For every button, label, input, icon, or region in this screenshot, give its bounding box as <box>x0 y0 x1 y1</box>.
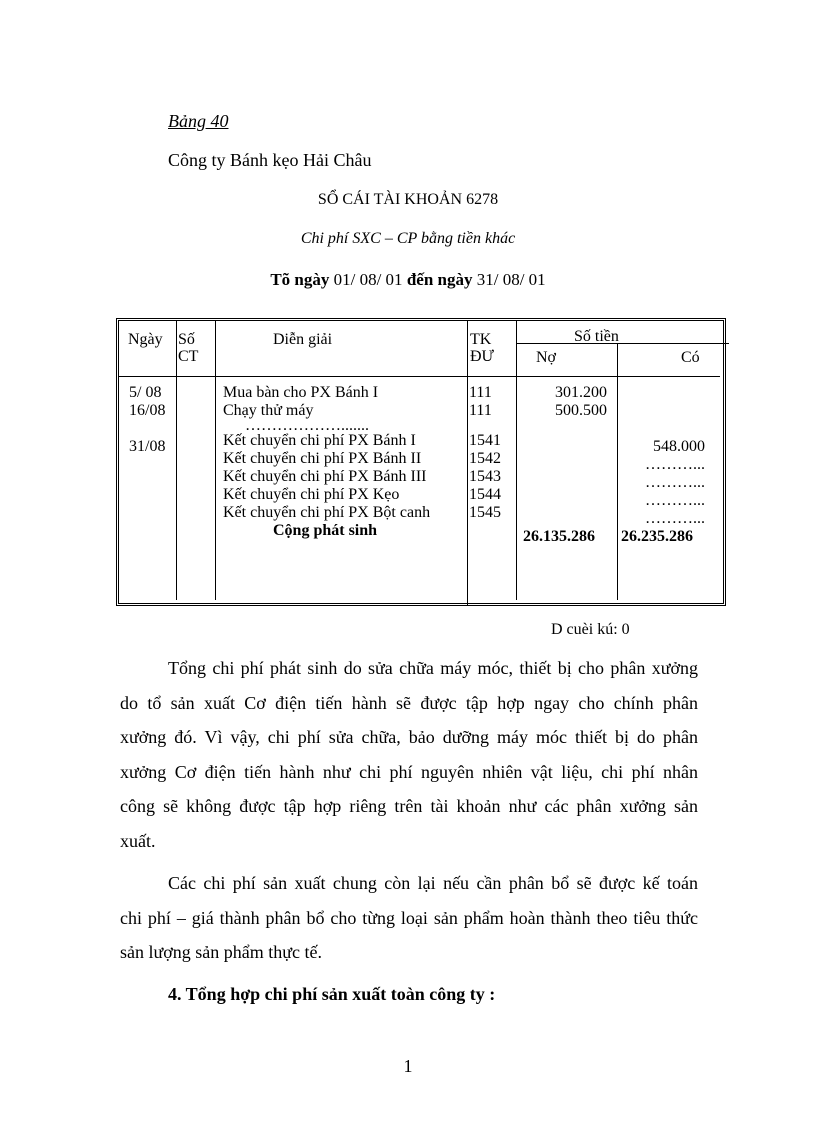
entry-credit: ………... <box>645 492 705 509</box>
ledger-period <box>0 271 816 288</box>
header-date: Ngày <box>128 331 163 348</box>
ledger-table <box>116 318 726 606</box>
period-to-label: đến ngày <box>406 270 473 289</box>
entry-account: 1545 <box>469 504 501 521</box>
total-credit: 26.235.286 <box>621 528 693 545</box>
entry-credit: ………... <box>645 474 705 491</box>
debit-column <box>519 384 607 420</box>
account-column <box>469 384 501 522</box>
header-doc: CT <box>178 348 199 365</box>
paragraph-1 <box>120 651 698 858</box>
col-divider <box>467 321 468 606</box>
entry-account: 1544 <box>469 486 501 503</box>
entry-account: 1541 <box>469 432 501 449</box>
ledger-subtitle: Chi phí SXC – CP bằng tiền khác <box>300 230 516 247</box>
entry-description: ………………....... <box>245 417 369 434</box>
spacer <box>129 420 165 438</box>
entry-debit: 500.500 <box>555 402 607 419</box>
entry-description: Mua bàn cho PX Bánh I <box>223 384 379 401</box>
section-heading: 4. Tổng hợp chi phí sản xuất toàn công ty : <box>168 984 496 1004</box>
col-divider <box>215 321 216 600</box>
period-to: 31/ 08/ 01 <box>476 270 546 289</box>
paragraph-line: công sẽ không được tập hợp riêng trên tài khoản như các phân xưởng sản <box>120 796 698 816</box>
description-column <box>223 384 430 540</box>
spacer <box>469 420 501 432</box>
entry-credit: ………... <box>645 456 705 473</box>
amount-header-rule <box>516 343 729 344</box>
paragraph-2 <box>120 866 698 970</box>
entry-account: 1542 <box>469 450 501 467</box>
paragraph-line: xuất. <box>120 830 156 851</box>
header-account: TK <box>470 331 492 348</box>
header-debit: Nợ <box>536 349 557 366</box>
entry-description: Kết chuyển chi phí PX Bột canh <box>223 504 431 521</box>
paragraph-line: Tổng chi phí phát sinh do sửa chữa máy móc, thiết bị cho phân xưởng <box>168 658 698 678</box>
entry-date: 31/08 <box>129 438 166 455</box>
entry-account: 111 <box>469 402 492 419</box>
total-debit: 26.135.286 <box>523 528 595 545</box>
paragraph-line: chi phí – giá thành phân bổ cho từng loại sản phẩm hoàn thành theo tiêu thức <box>120 907 698 928</box>
entry-account: 111 <box>469 384 492 401</box>
header-account: ĐƯ <box>470 348 494 365</box>
period-from-label: Tõ ngày <box>270 270 330 289</box>
paragraph-line: xưởng đó. Vì vậy, chi phí sửa chữa, bảo dưỡng máy móc thiết bị do phân <box>120 727 698 747</box>
col-divider <box>176 321 177 600</box>
col-divider <box>617 343 618 600</box>
table-label: Bảng 40 <box>168 111 229 131</box>
paragraph-line: do tổ sản xuất Cơ điện tiến hành sẽ được tập hợp ngay cho chính phân <box>120 692 698 713</box>
ledger-title: SỔ CÁI TÀI KHOẢN 6278 <box>317 191 499 208</box>
period-from: 01/ 08/ 01 <box>333 270 403 289</box>
paragraph-line: Các chi phí sản xuất chung còn lại nếu cần phân bổ sẽ được kế toán <box>168 873 698 893</box>
header-doc: Số <box>178 331 195 348</box>
date-column <box>129 384 165 456</box>
page-number: 1 <box>403 1056 413 1076</box>
header-credit: Có <box>681 349 700 366</box>
entry-credit: 548.000 <box>653 438 705 455</box>
entry-description: Kết chuyển chi phí PX Bánh II <box>223 450 422 467</box>
closing-balance: D cuèi kú: 0 <box>551 621 630 638</box>
col-divider <box>516 321 517 600</box>
entry-debit: 301.200 <box>555 384 607 401</box>
paragraph-line: sản lượng sản phẩm thực tế. <box>120 942 322 962</box>
header-bottom-rule <box>119 376 720 377</box>
company-name: Công ty Bánh kẹo Hải Châu <box>168 150 372 170</box>
entry-description: Chạy thử máy <box>223 402 314 419</box>
entry-description: Kết chuyển chi phí PX Bánh I <box>223 432 416 449</box>
total-label: Cộng phát sinh <box>273 522 378 539</box>
header-description: Diễn giải <box>273 331 333 348</box>
paragraph-line: xưởng Cơ điện tiến hành như chi phí nguyên nhiên vật liệu, chi phí nhân <box>120 761 698 782</box>
header-amount: Số tiền <box>574 328 619 345</box>
entry-date: 16/08 <box>129 402 166 419</box>
credit-column <box>619 438 705 528</box>
entry-description: Kết chuyển chi phí PX Kẹo <box>223 486 400 503</box>
entry-account: 1543 <box>469 468 501 485</box>
entry-credit: ………... <box>645 510 705 527</box>
entry-description: Kết chuyển chi phí PX Bánh III <box>223 468 427 485</box>
entry-date: 5/ 08 <box>129 384 162 401</box>
